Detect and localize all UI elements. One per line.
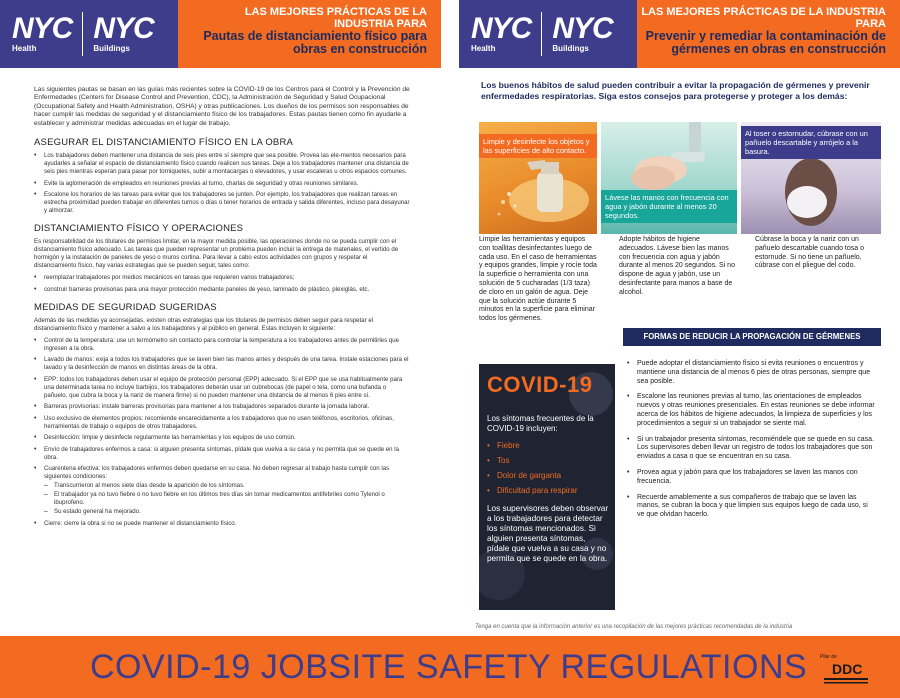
nyc-logos [459,0,637,68]
sub-list-item: – Su estado general ha mejorado. [44,508,411,516]
handwashing-text: Adopte hábitos de higiene adecuados. Lávese bien las manos con frecuencia con agua y jabón durante al menos 20 segundos. Si no dispone de agua y jabón, use un desinfectante para manos a base de alcohol. [619,236,735,296]
covid-symptoms-box [479,364,615,610]
right-flyer [459,0,900,628]
left-body [0,68,441,528]
list-item: • Barreras provisorias: instale barreras provisorias para mantener a los trabajadores separados durante la jornada laboral. [34,403,411,411]
list-item: • Control de la temperatura: use un termómetro sin contacto para controlar la temperatura a los trabajadores antes de permitirles que ingresen a la obra. [34,337,411,353]
list-item: • EPP: todos los trabajadores deben usar el equipo de protección personal (EPP) adecuado. Si el EPP que se usa habitualmente para una determinada tarea no incluye barbijos, los trabajadores deberán usar un cubrebocas (de papel o tela, como una bufanda o pañuelo, que cubra la boca y la nariz de manera firme) si no pueden mantener una distancia de al menos 6 pies entre sí. [34,376,411,400]
lead-paragraph: Los buenos hábitos de salud pueden contribuir a evitar la propagación de gérmenes y prevenir enfermedades respiratorias. Siga estos consejos para protegerse y proteger a los demás: [481,80,870,101]
list-item: • construir barreras provisorias para una mayor protección mediante paneles de yeso, laminado de plástico, plexiglás, etc. [34,286,411,294]
s3-list [34,337,411,528]
covid-text [487,414,609,564]
list-item-text: Cuarentena efectiva: los trabajadores enfermos deben quedarse en su casa. No deben regresar al trabajo hasta cumplir con las siguientes condiciones: [44,465,390,481]
symptom-list [487,438,609,498]
section-title: MEDIDAS DE SEGURIDAD SUGERIDAS [34,301,217,313]
list-item: • Envío de trabajadores enfermos a casa: si alguien presenta síntomas, pídale que vuelva a su casa y no permita que se quede en la obra. [34,446,411,462]
s1-list [34,152,411,215]
list-item: • Uso exclusivo de elementos propios: recomiende encarecidamente a los trabajadores que no usen teléfonos, escritorios, oficinas, herramientas de trabajo o equipos de otros trabajadores. [34,415,411,431]
header-title: Prevenir y remediar la contaminación de gérmenes en obras en construcción [645,29,886,56]
nyc-health-logo: NYC Health [12,12,73,53]
list-item: • Lavado de manos: exija a todos los trabajadores que se laven bien las manos antes y después de una tarea. Instale estaciones para el lavado y la desinfección de manos en distintas áreas de la obra. [34,356,411,372]
list-item: • Cierre: cierre la obra si no se puede mantener el distanciamiento físico. [34,520,411,528]
nyc-logos [0,0,178,68]
symptom-item: • Dificultad para respirar [487,483,609,498]
symptom-item: • Tos [487,453,609,468]
covid-footnote: Los supervisores deben observar a los trabajadores para detectar los síntomas mencionados. Si alguien presenta síntomas, pídale que vuelva a su casa y no permita que se quede en la obra. [487,504,609,563]
symptom-item: • Dolor de garganta [487,468,609,483]
left-header-text [187,6,427,56]
section-title: DISTANCIAMIENTO FÍSICO Y OPERACIONES [34,223,244,235]
nyc-health-logo: NYC Health [471,12,532,53]
nyc-buildings-logo: NYC Buildings [93,12,154,53]
page-gutter [441,0,459,628]
tip-item: • Provea agua y jabón para que los trabajadores se laven las manos con frecuencia. [627,469,877,487]
intro-paragraph: Las siguientes pautas se basan en las guías más recientes sobre la COVID-19 de los Centros para el Control y la Prevención de Enfermedades (Centers for Disease Control and Prevention, CDC), la Administración de Seguridad y Salud Ocupacional (Occupational Safety and Health Administration, OSHA) y otras publicaciones. Los dueños de los permisos son responsables de hacer cumplir las medidas de seguridad y el distanciamiento físico de los trabajadores. Estas pautas tienen como fin ayudarle a establecer y administrar medidas adecuadas en el lugar de trabajo. [34,86,410,127]
tips-list [627,360,877,527]
sub-list-item: – Transcurrieron al menos siete días desde la aparición de los síntomas. [44,482,411,490]
list-item: • Desinfección: limpie y desinfecte regularmente las herramientas y los equipos de uso común. [34,434,411,442]
header-title: Pautas de distanciamiento físico para obras en construcción [203,29,427,56]
covid-intro: Los síntomas frecuentes de la COVID-19 incluyen: [487,414,594,433]
footer-title: COVID-19 JOBSITE SAFETY REGULATIONS [90,648,808,686]
photo-caption: Al toser o estornudar, cúbrase con un pañuelo descartable y arrójelo a la basura. [741,126,881,159]
ddc-logo-icon [818,650,874,688]
photo-caption: Lávese las manos con frecuencia con agua y jabón durante al menos 20 segundos. [601,190,737,223]
tip-item: • Puede adoptar el distanciamiento físico si evita reuniones o encuentros y mantiene una distancia de al menos 6 pies de otras personas, siempre que sea posible. [627,360,877,386]
logo-divider [82,12,83,56]
list-item: • Evite la aglomeración de empleados en reuniones previas al turno, charlas de seguridad y otras reuniones similares. [34,180,411,188]
tip-item: • Escalone las reuniones previas al turno, las orientaciones de empleados nuevos y otras reuniones presenciales. En estas reuniones se debe informar acerca de los hábitos de higiene adecuados, la limpieza de superficies y los procedimientos a seguir si un trabajador se siente mal. [627,393,877,428]
right-header [459,0,900,68]
left-flyer [0,0,441,628]
sub-list-item: – El trabajador ya no tuvo fiebre o no tuvo fiebre en los últimos tres días sin tomar medicamentos antifebriles como Tylenol o ibuprofeno. [44,491,411,507]
list-item [34,465,411,516]
nyc-buildings-logo: NYC Buildings [552,12,613,53]
symptom-item: • Fiebre [487,438,609,453]
disclaimer-note: Tenga en cuenta que la información anterior es una recopilación de las mejores prácticas recomendadas de la industria [475,624,793,630]
footer-banner [0,636,900,698]
section-paragraph: Además de las medidas ya aconsejadas, existen otras estrategias que los titulares de permisos deben seguir para respetar el distanciamiento físico y mantener a salvo a los trabajadores y al público en general. Estas incluyen lo siguiente: [34,316,374,332]
logo-divider [541,12,542,56]
sneezing-text: Cúbrase la boca y la nariz con un pañuelo descartable cuando tosa o estornude. Si no tiene un pañuelo, cúbrase con el pliegue del codo. [755,236,864,270]
ddc-top-text: Pilar de [820,654,837,660]
list-item: • reemplazar trabajadores por medios mecánicos en tareas que requieren varios trabajadores; [34,274,411,282]
header-kicker: LAS MEJORES PRÁCTICAS DE LA INDUSTRIA PARA [244,6,427,30]
sub-list [44,482,411,516]
left-header [0,0,441,68]
covid-title: COVID-19 [487,372,593,397]
ddc-text: DDC [832,661,863,677]
list-item: • Escalone los horarios de las tareas para evitar que los trabajadores se junten. Por ejemplo, los trabajadores que realizan tareas en estrecha proximidad pueden trabajar en diferentes turnos o días o tener horarios de entrada y salida diferentes, incluso para desayunar y almorzar. [34,191,411,215]
s2-list [34,274,411,294]
right-header-text [636,6,886,56]
section-title: ASEGURAR EL DISTANCIAMIENTO FÍSICO EN LA OBRA [34,137,294,149]
section-band: FORMAS DE REDUCIR LA PROPAGACIÓN DE GÉRMENES [623,328,881,346]
header-kicker: LAS MEJORES PRÁCTICAS DE LA INDUSTRIA PARA [641,6,886,30]
list-item: • Los trabajadores deben mantener una distancia de seis pies entre sí siempre que sea posible. Provea las ele-mentos necesarios para ayudarles a señalar el espacio de distanciamiento físico cuando realicen sus tareas. Deje a los trabajadores mantener una distancia de seis pies mientras esperan para pasar por torniquetes, subir a montacargas o elevadores, y usar escaleras u otros espacios comunes. [34,152,411,176]
photo-caption: Limpie y desinfecte los objetos y las superficies de alto contacto. [479,134,597,158]
section-paragraph: Es responsabilidad de los titulares de permisos limitar, en la mayor medida posible, las operaciones donde no se pueda cumplir con el distanciamiento físico adecuado. Las tareas que pueden representar un problema pueden incluir la entrega de materiales, el vertido de hormigón y la instalación de paneles de yeso o muros cortina. Para llevar a cabo estos actividades con grupos y respetar el distanciamiento físico, hay varias estrategias que se pueden seguir, tales como: [34,238,399,270]
cleaning-text: Limpie las herramientas y equipos con toallitas desinfectantes luego de cada uso. En el caso de herramientas y equipos grandes, limpie y rocíe toda la superficie o herramienta con una solución de 5 cucharadas (1/3 taza) de cloro en un galón de agua. Deje que la solución actúe durante 5 minutos en la superficie para eliminar todos los gérmenes. [479,236,597,323]
tip-item: • Recuerde amablemente a sus compañeros de trabajo que se laven las manos, se cubran la boca y que limpien sus equipos luego de cada uso, si ve que olvidan hacerlo. [627,494,877,520]
tip-item: • Si un trabajador presenta síntomas, recomiéndele que se quede en su casa. Los supervisores deben llevar un registro de todos los trabajadores que son enviados a casa o que se encuentran en su casa. [627,436,877,462]
